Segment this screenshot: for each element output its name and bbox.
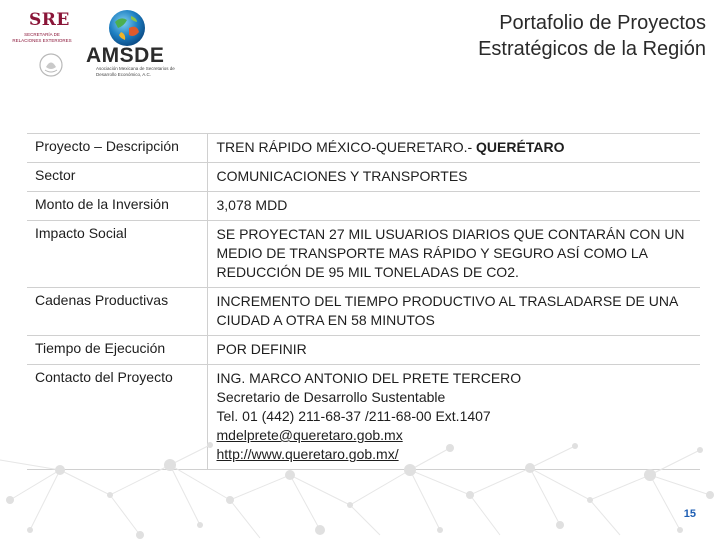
page-title (478, 10, 706, 62)
row-value-description (207, 134, 700, 163)
table-row (27, 192, 700, 221)
contact-name: ING. MARCO ANTONIO DEL PRETE TERCERO (216, 370, 522, 386)
table-row (27, 163, 700, 192)
project-info-table (27, 133, 700, 470)
page-title-line2: Estratégicos de la Región (478, 38, 706, 60)
row-label-productive-chains: Cadenas Productivas (27, 288, 207, 336)
row-value-sector: COMUNICACIONES Y TRANSPORTES (207, 163, 700, 192)
row-value-social-impact: SE PROYECTAN 27 MIL USUARIOS DIARIOS QUE CONTARÁN CON UN MEDIO DE TRANSPORTE MAS RÁPIDO Y SEGURO ASÍ COMO LA REDUCCIÓN DE 95 MIL TONELADAS DE CO2. (207, 221, 700, 288)
description-state: QUERÉTARO (476, 139, 565, 155)
amsde-globe-icon (107, 8, 147, 48)
page-title-line1: Portafolio de Proyectos (499, 12, 706, 34)
row-label-social-impact: Impacto Social (27, 221, 207, 288)
amsde-logo-subtitle: Asociación Mexicana de Secretarios de Desarrollo Económico, A.C. (96, 66, 175, 77)
contact-email-link[interactable]: mdelprete@queretaro.gob.mx (216, 427, 403, 443)
sre-seal-icon (38, 52, 64, 78)
page-number: 15 (683, 508, 696, 520)
row-label-contact: Contacto del Proyecto (27, 365, 207, 470)
contact-website-link[interactable]: http://www.queretaro.gob.mx/ (216, 446, 399, 462)
description-text: TREN RÁPIDO MÉXICO-QUERETARO.- (216, 139, 477, 155)
sre-logo-subtitle: SECRETARÍA DE RELACIONES EXTERIORES (12, 32, 72, 43)
sre-logo-text: SRE (29, 10, 70, 30)
row-value-investment: 3,078 MDD (207, 192, 700, 221)
row-value-productive-chains: INCREMENTO DEL TIEMPO PRODUCTIVO AL TRASLADARSE DE UNA CIUDAD A OTRA EN 58 MINUTOS (207, 288, 700, 336)
sre-logo (12, 10, 82, 80)
contact-phone: Tel. 01 (442) 211-68-37 /211-68-00 Ext.1407 (216, 408, 491, 424)
amsde-logo-text: AMSDE (86, 44, 165, 67)
row-label-description: Proyecto – Descripción (27, 134, 207, 163)
table-row (27, 288, 700, 336)
row-value-execution-time: POR DEFINIR (207, 336, 700, 365)
row-label-execution-time: Tiempo de Ejecución (27, 336, 207, 365)
amsde-logo (82, 6, 182, 78)
network-pattern (0, 440, 720, 540)
row-label-investment: Monto de la Inversión (27, 192, 207, 221)
table-row (27, 221, 700, 288)
table-row (27, 336, 700, 365)
contact-position: Secretario de Desarrollo Sustentable (216, 389, 446, 405)
row-label-sector: Sector (27, 163, 207, 192)
table-row (27, 134, 700, 163)
